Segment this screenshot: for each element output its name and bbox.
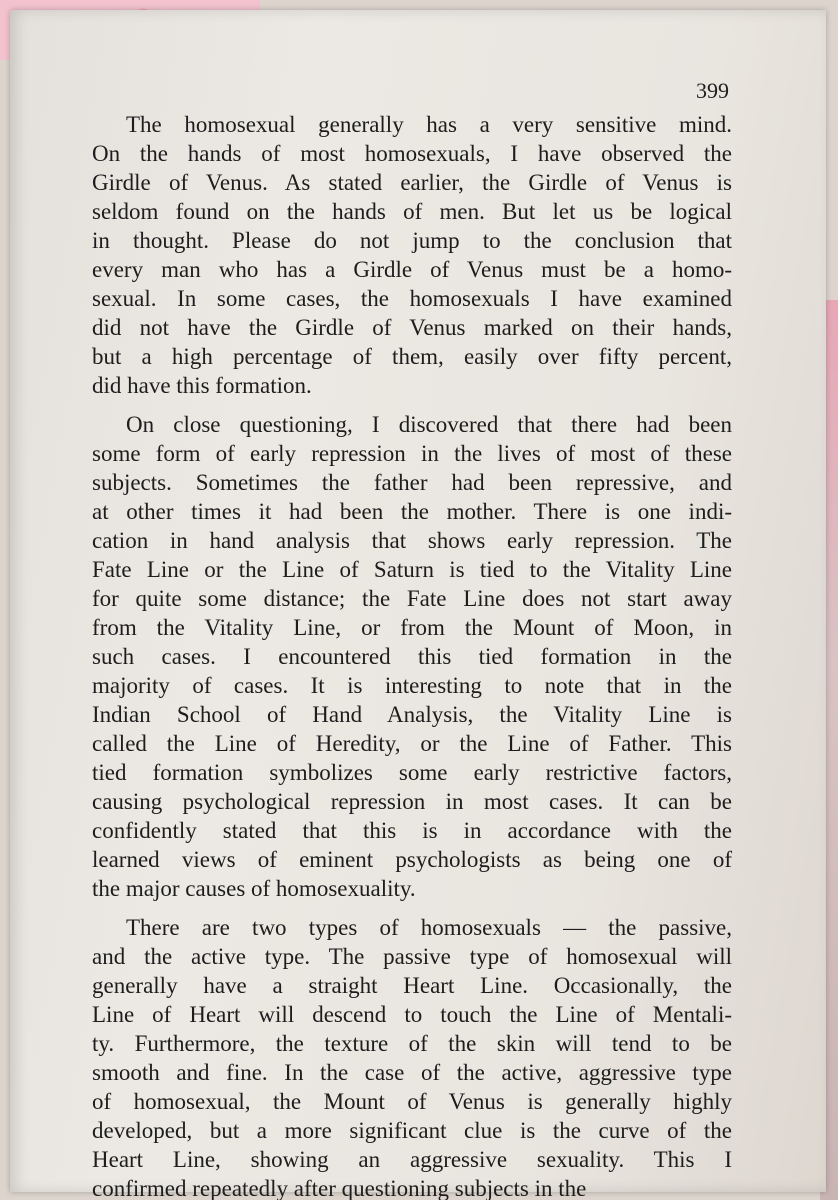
text-line: and the active type. The passive type of homosexual will <box>92 944 732 969</box>
text-line: Girdle of Venus. As stated earlier, the Girdle of Venus is <box>92 170 732 195</box>
text-line: in thought. Please do not jump to the conclusion that <box>92 228 732 253</box>
page-number: 399 <box>696 78 729 103</box>
text-line: but a high percentage of them, easily over fifty percent, <box>92 344 732 369</box>
text-line: every man who has a Girdle of Venus must be a homo- <box>92 257 732 282</box>
text-line: ty. Furthermore, the texture of the skin will tend to be <box>92 1031 732 1056</box>
text-line: learned views of eminent psychologists as being one of <box>92 847 732 872</box>
text-line: some form of early repression in the lives of most of these <box>92 441 732 466</box>
text-line: The homosexual generally has a very sensitive mind. <box>126 112 732 137</box>
text-line: did not have the Girdle of Venus marked on their hands, <box>92 315 732 340</box>
text-line: at other times it had been the mother. There is one indi- <box>92 499 732 524</box>
text-line: seldom found on the hands of men. But let us be logical <box>92 199 732 224</box>
text-line: On the hands of most homosexuals, I have observed the <box>92 141 732 166</box>
text-line: Fate Line or the Line of Saturn is tied to the Vitality Line <box>92 557 732 582</box>
text-line: subjects. Sometimes the father had been repressive, and <box>92 470 732 495</box>
text-line: confirmed repeatedly after questioning subjects in the <box>92 1176 587 1200</box>
text-line: majority of cases. It is interesting to note that in the <box>92 673 732 698</box>
text-line: Heart Line, showing an aggressive sexuality. This I <box>92 1147 732 1172</box>
text-line: smooth and fine. In the case of the active, aggressive type <box>92 1060 732 1085</box>
text-line: developed, but a more significant clue is the curve of the <box>92 1118 732 1143</box>
text-line: such cases. I encountered this tied formation in the <box>92 644 732 669</box>
text-line: Line of Heart will descend to touch the Line of Mentali- <box>92 1002 732 1027</box>
text-line: the major causes of homosexuality. <box>92 876 416 901</box>
text-line: did have this formation. <box>92 373 312 398</box>
paragraph <box>92 110 732 400</box>
paragraph <box>92 410 732 903</box>
text-line: Indian School of Hand Analysis, the Vitality Line is <box>92 702 732 727</box>
text-line: from the Vitality Line, or from the Mount of Moon, in <box>92 615 732 640</box>
paragraph <box>92 913 732 1200</box>
text-line: confidently stated that this is in accordance with the <box>92 818 732 843</box>
text-line: On close questioning, I discovered that there had been <box>126 412 732 437</box>
text-line: called the Line of Heredity, or the Line of Father. This <box>92 731 732 756</box>
text-line: generally have a straight Heart Line. Occasionally, the <box>92 973 732 998</box>
text-line: causing psychological repression in most cases. It can be <box>92 789 732 814</box>
text-line: There are two types of homosexuals — the passive, <box>126 915 732 940</box>
text-line: cation in hand analysis that shows early repression. The <box>92 528 732 553</box>
body-text <box>92 110 732 1200</box>
text-line: tied formation symbolizes some early restrictive factors, <box>92 760 732 785</box>
text-line: sexual. In some cases, the homosexuals I have examined <box>92 286 732 311</box>
text-line: of homosexual, the Mount of Venus is generally highly <box>92 1089 732 1114</box>
text-line: for quite some distance; the Fate Line does not start away <box>92 586 732 611</box>
